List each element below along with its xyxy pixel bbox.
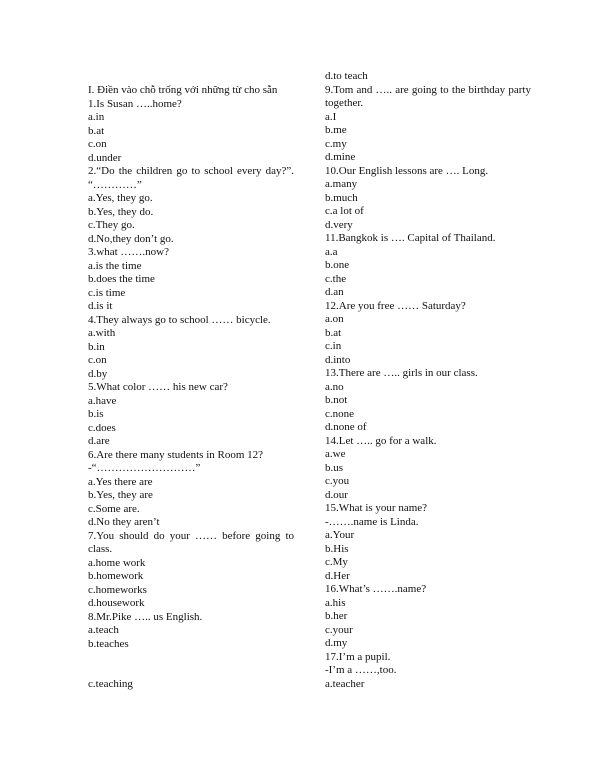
question-10: 10.Our English lessons are …. Long. (325, 164, 489, 177)
option: c.my (325, 137, 347, 150)
option: c.teaching (88, 678, 133, 690)
option: a.many (325, 178, 358, 190)
option: d.an (325, 286, 344, 298)
option: b.us (325, 461, 344, 474)
question-11: 11.Bangkok is …. Capital of Thailand. (325, 232, 496, 244)
option: b.does the time (88, 273, 155, 285)
option: b.at (325, 326, 342, 339)
option: d.is it (88, 300, 113, 312)
question-14: 14.Let ….. go for a walk. (325, 434, 437, 447)
option: c.the (325, 272, 347, 285)
option: c.My (325, 556, 348, 568)
section-heading: I. Điền vào chỗ trống với những từ cho sẵn (88, 84, 278, 96)
question-7: 7.You should do your …… before going to class. (88, 529, 297, 555)
option: b.teaches (88, 637, 129, 650)
option: a.teach (88, 624, 119, 636)
option: a.we (325, 448, 346, 460)
question-4: 4.They always go to school …… bicycle. (88, 313, 271, 326)
question-15: 15.What is your name? (325, 502, 428, 514)
option: b.in (88, 340, 105, 353)
option: d.our (325, 488, 348, 501)
left-column (88, 84, 297, 692)
option: c.homeworks (88, 583, 147, 596)
question-3: 3.what …….now? (88, 246, 169, 258)
answer-prompt: -I’m a ……,too. (325, 664, 397, 676)
option: c.They go. (88, 219, 135, 231)
option: b.is (88, 408, 104, 420)
option: c.on (88, 138, 107, 150)
question-12: 12.Are you free …… Saturday? (325, 299, 466, 312)
option: b.homework (88, 570, 144, 582)
question-9: 9.Tom and ….. are going to the birthday party together. (325, 83, 534, 109)
option: c.your (325, 623, 353, 636)
option: b.one (325, 259, 350, 271)
question-2: 2.“Do the children go to school every day?”. “…………” (88, 165, 297, 191)
option: a.home work (88, 556, 146, 569)
option: d.are (88, 435, 110, 447)
option: c.you (325, 475, 350, 487)
option: d.into (325, 353, 351, 366)
option: c.in (325, 340, 342, 352)
option: c.is time (88, 286, 126, 299)
option: a.Yes, they go. (88, 192, 153, 204)
option: a.I (325, 110, 337, 123)
option: a.a (325, 245, 338, 258)
question-17: 17.I’m a pupil. (325, 650, 391, 663)
question-8: 8.Mr.Pike ….. us English. (88, 610, 203, 623)
option: a.teacher (325, 677, 365, 690)
right-column (325, 70, 534, 691)
option: d.none of (325, 421, 367, 433)
option: d.under (88, 151, 122, 164)
option: b.at (88, 124, 105, 137)
option: b.Yes, they are (88, 489, 153, 501)
option: a.with (88, 327, 116, 339)
answer-blank: -“………………………” (88, 462, 201, 474)
option: b.her (325, 610, 348, 622)
option: a.on (325, 313, 344, 325)
option: a.is the time (88, 259, 142, 272)
option: b.me (325, 124, 347, 136)
option: c.on (88, 354, 107, 366)
option: b.Yes, they do. (88, 205, 154, 218)
question-16: 16.What’s …….name? (325, 583, 427, 595)
option: b.not (325, 394, 348, 406)
option: d.to teach (325, 70, 368, 82)
option: d.by (88, 367, 108, 380)
option: a.his (325, 596, 346, 609)
question-13: 13.There are ….. girls in our class. (325, 367, 478, 379)
option: b.much (325, 191, 358, 204)
option: a.have (88, 394, 117, 407)
question-6: 6.Are there many students in Room 12? (88, 448, 264, 461)
answer-prompt: -…….name is Linda. (325, 515, 419, 528)
option: c.does (88, 421, 116, 434)
option: d.Her (325, 569, 350, 582)
option: d.mine (325, 151, 356, 163)
option: d.very (325, 218, 353, 231)
question-5: 5.What color …… his new car? (88, 381, 228, 393)
question-1: 1.Is Susan …..home? (88, 97, 182, 110)
option: b.His (325, 542, 349, 555)
option: c.a lot of (325, 205, 364, 217)
option: d.my (325, 637, 348, 649)
option: c.none (325, 407, 355, 420)
spacer (88, 651, 294, 678)
option: a.no (325, 380, 344, 393)
option: d.No they aren’t (88, 516, 160, 528)
option: a.Yes there are (88, 475, 153, 488)
option: c.Some are. (88, 502, 140, 515)
option: a.Your (325, 529, 355, 541)
option: d.housework (88, 597, 145, 609)
option: a.in (88, 111, 105, 123)
option: d.No,they don’t go. (88, 232, 174, 245)
